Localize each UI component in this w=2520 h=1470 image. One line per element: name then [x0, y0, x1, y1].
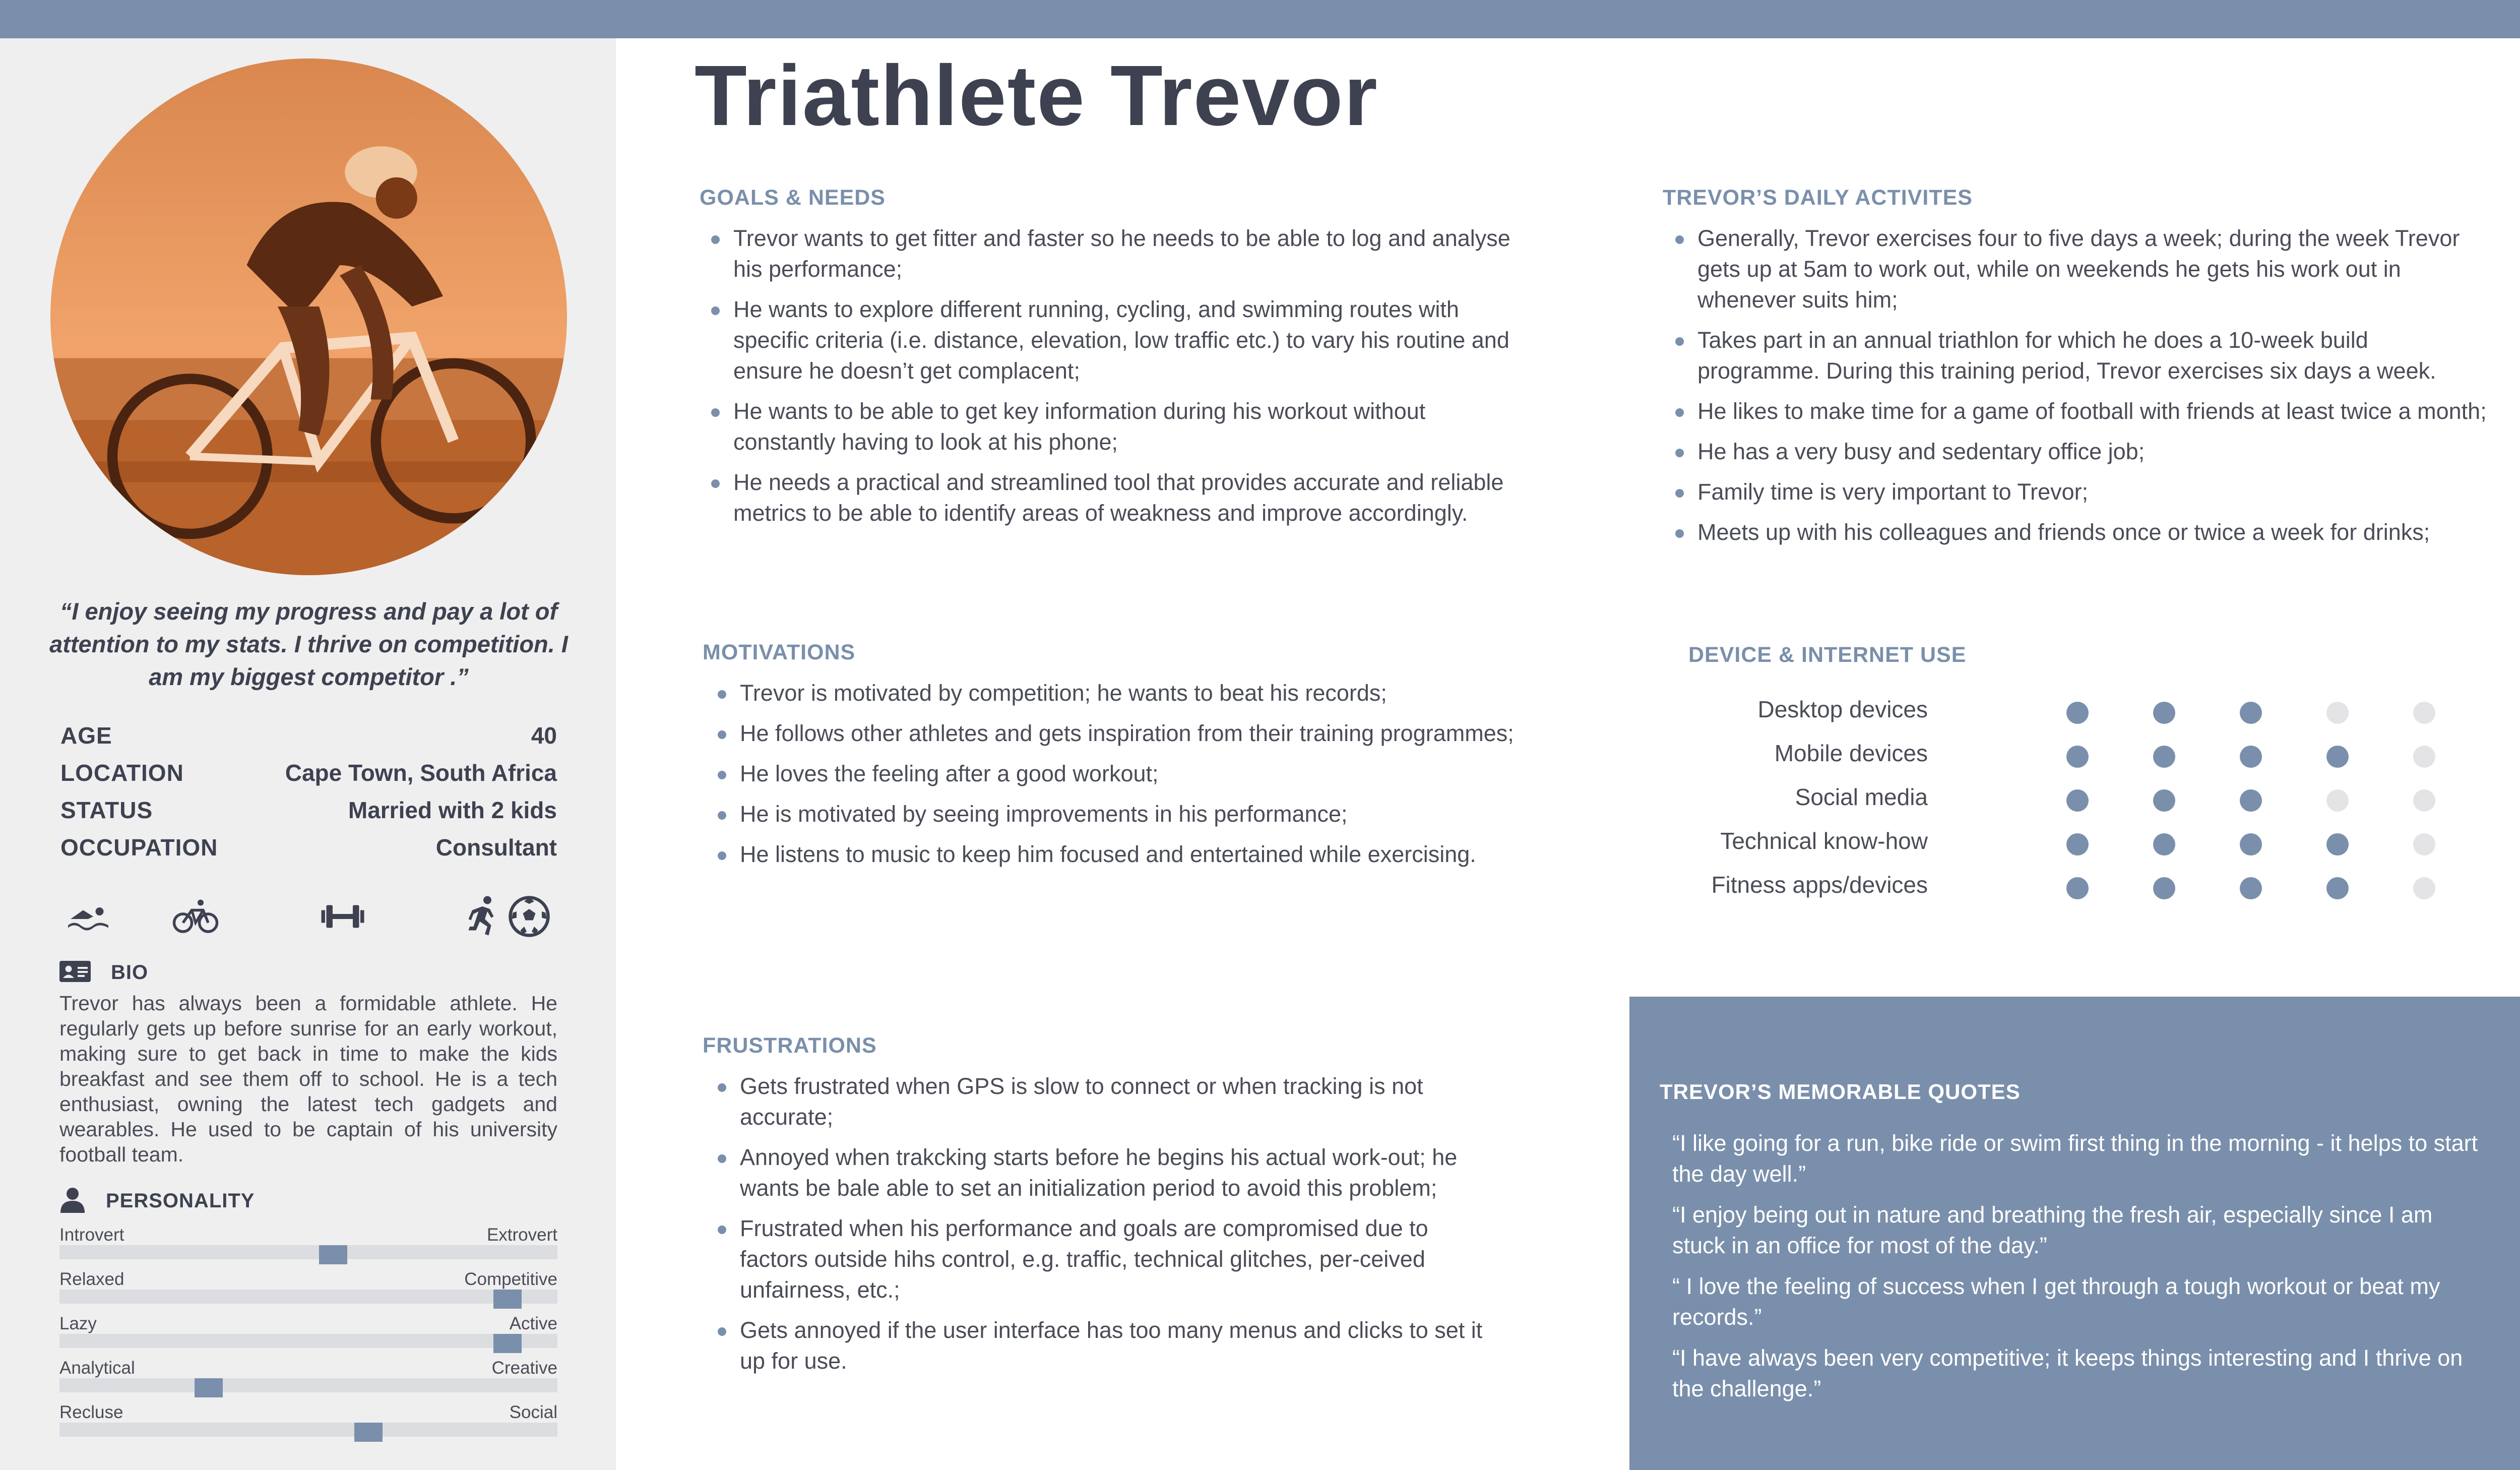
device-label: Technical know-how: [1720, 828, 1928, 854]
info-row-occupation: [60, 834, 557, 871]
quote-item: “I have always been very competitive; it keeps things interesting and I thrive on the challenge.”: [1672, 1345, 2463, 1401]
list-item: He wants to explore different running, cycling, and swimming routes with specific criteria (i.e. distance, elevation, low traffic etc.) to vary his routine and ensure he doesn’t get complacent;: [704, 294, 1510, 386]
list-item: Family time is very important to Trevor;: [1668, 476, 2495, 507]
motivations-list: [711, 678, 1517, 879]
list-item: Trevor is motivated by competition; he wants to beat his records;: [711, 678, 1517, 708]
rating-dot-filled: [2326, 877, 2349, 899]
list-item: He wants to be able to get key information during his workout without constantly having to look at his phone;: [704, 396, 1510, 457]
rating-dot-empty: [2413, 833, 2435, 855]
swimming-icon: [60, 891, 116, 942]
bio-header: [59, 961, 148, 985]
trait-left-label: Introvert: [59, 1225, 124, 1245]
rating-dot-empty: [2413, 746, 2435, 768]
trait-right-label: Extrovert: [486, 1225, 557, 1245]
info-value: 40: [531, 722, 557, 749]
list-item: Meets up with his colleagues and friends once or twice a week for drinks;: [1668, 517, 2495, 547]
goals-title: GOALS & NEEDS: [700, 186, 886, 210]
rating-dot-filled: [2153, 877, 2175, 899]
info-label: STATUS: [60, 797, 153, 823]
list-item: Frustrated when his performance and goals are compromised due to factors outside hihs control, e.g. traffic, technical glitches, per-ceived unfairness, etc.;: [711, 1213, 1502, 1305]
personality-slider: [59, 1269, 557, 1314]
list-item: Annoyed when trakcking starts before he begins his actual work-out; he wants be bale able to set an initialization period to avoid this problem;: [711, 1142, 1502, 1203]
quote-item: “ I love the feeling of success when I get through a tough workout or beat my records.”: [1672, 1273, 2440, 1330]
list-item: He loves the feeling after a good workout;: [711, 758, 1517, 789]
rating-dot-filled: [2240, 702, 2262, 724]
rating-dot-filled: [2240, 789, 2262, 812]
quotes-title: TREVOR’S MEMORABLE QUOTES: [1660, 1080, 2021, 1104]
personality-slider: [59, 1402, 557, 1447]
rating-dot-empty: [2326, 702, 2349, 724]
activity-icons: [60, 891, 557, 942]
frustrations-list: [711, 1071, 1502, 1386]
info-row-location: [60, 759, 557, 797]
rating-dot-filled: [2326, 746, 2349, 768]
device-label: Fitness apps/devices: [1711, 872, 1928, 898]
personality-title: PERSONALITY: [106, 1190, 255, 1212]
rating-dot-filled: [2326, 833, 2349, 855]
rating-dot-empty: [2413, 702, 2435, 724]
rating-dot-filled: [2240, 877, 2262, 899]
slider-track: [59, 1423, 557, 1437]
rating-dot-filled: [2153, 702, 2175, 724]
device-use-title: DEVICE & INTERNET USE: [1688, 643, 1967, 667]
device-use-ratings: [1663, 696, 2470, 915]
info-value: Consultant: [435, 834, 557, 861]
device-label: Desktop devices: [1757, 696, 1928, 722]
frustrations-title: FRUSTRATIONS: [703, 1033, 877, 1058]
daily-activities-title: TREVOR’S DAILY ACTIVITES: [1663, 186, 1973, 210]
device-row: [1663, 871, 2470, 915]
football-icon: [501, 891, 557, 942]
rating-dot-filled: [2240, 833, 2262, 855]
slider-track: [59, 1334, 557, 1348]
device-row: [1663, 783, 2470, 827]
trait-right-label: Competitive: [464, 1269, 557, 1289]
device-row: [1663, 696, 2470, 740]
rating-dot-filled: [2066, 746, 2089, 768]
device-label: Mobile devices: [1774, 740, 1928, 766]
rating-dot-filled: [2066, 702, 2089, 724]
user-icon: [59, 1187, 86, 1215]
trait-right-label: Active: [509, 1314, 557, 1333]
list-item: He needs a practical and streamlined tool that provides accurate and reliable metrics to be able to identify areas of weakness and improve accordingly.: [704, 467, 1510, 528]
rating-dot-empty: [2413, 789, 2435, 812]
persona-quote: “I enjoy seeing my progress and pay a lot of attention to my stats. I thrive on competition. I am my biggest competitor .”: [49, 598, 568, 690]
trait-left-label: Recluse: [59, 1402, 123, 1422]
rating-dot-empty: [2413, 877, 2435, 899]
list-item: Gets annoyed if the user interface has too many menus and clicks to set it up for use.: [711, 1315, 1502, 1376]
list-item: Takes part in an annual triathlon for which he does a 10-week build programme. During this training period, Trevor exercises six days a week.: [1668, 325, 2495, 386]
quotes-list: [1672, 1128, 2489, 1414]
info-value: Married with 2 kids: [348, 797, 557, 823]
slider-knob: [195, 1378, 223, 1397]
trait-right-label: Creative: [491, 1358, 557, 1378]
goals-list: [704, 223, 1510, 538]
list-item: He likes to make time for a game of football with friends at least twice a month;: [1668, 396, 2495, 426]
slider-track: [59, 1245, 557, 1259]
info-label: OCCUPATION: [60, 834, 218, 861]
device-row: [1663, 827, 2470, 871]
slider-knob: [493, 1290, 522, 1309]
dumbbell-icon: [315, 891, 370, 942]
persona-info: [60, 722, 557, 871]
list-item: He follows other athletes and gets inspiration from their training programmes;: [711, 718, 1517, 749]
rating-dot-filled: [2240, 746, 2262, 768]
list-item: Generally, Trevor exercises four to five days a week; during the week Trevor gets up at 5am to work out, while on weekends he gets his work out in whenever suits him;: [1668, 223, 2495, 315]
daily-activities-list: [1668, 223, 2495, 557]
personality-slider: [59, 1358, 557, 1402]
trait-left-label: Analytical: [59, 1358, 135, 1378]
list-item: Gets frustrated when GPS is slow to connect or when tracking is not accurate;: [711, 1071, 1502, 1132]
personality-slider: [59, 1314, 557, 1358]
trait-left-label: Lazy: [59, 1314, 97, 1333]
info-label: LOCATION: [60, 760, 184, 786]
id-card-icon: [59, 961, 91, 985]
rating-dot-filled: [2066, 789, 2089, 812]
quote-item: “I like going for a run, bike ride or swim first thing in the morning - it helps to start the day well.”: [1672, 1130, 2478, 1187]
motivations-title: MOTIVATIONS: [703, 640, 856, 664]
bio-text: Trevor has always been a formidable athlete. He regularly gets up before sunrise for an early workout, making sure to get back in time to make the kids breakfast and see them off to school. He is a tech enthusiast, owning the latest tech gadgets and wearables. He used to be captain of his university football team.: [59, 992, 557, 1166]
info-row-status: [60, 797, 557, 834]
personality-slider: [59, 1225, 557, 1269]
page-title: Triathlete Trevor: [695, 48, 1378, 144]
list-item: He listens to music to keep him focused and entertained while exercising.: [711, 839, 1517, 870]
bio-title: BIO: [111, 961, 149, 984]
trait-left-label: Relaxed: [59, 1269, 124, 1289]
persona-photo: [50, 58, 567, 575]
list-item: He has a very busy and sedentary office job;: [1668, 436, 2495, 467]
personality-header: [59, 1187, 255, 1215]
memorable-quotes-panel: [1629, 997, 2520, 1470]
info-row-age: [60, 722, 557, 759]
slider-knob: [319, 1245, 347, 1264]
rating-dot-filled: [2153, 833, 2175, 855]
rating-dot-filled: [2153, 789, 2175, 812]
list-item: He is motivated by seeing improvements in his performance;: [711, 799, 1517, 829]
rating-dot-filled: [2066, 877, 2089, 899]
rating-dot-empty: [2326, 789, 2349, 812]
rating-dot-filled: [2153, 746, 2175, 768]
list-item: Trevor wants to get fitter and faster so he needs to be able to log and analyse his performance;: [704, 223, 1510, 284]
device-label: Social media: [1795, 784, 1928, 810]
quote-item: “I enjoy being out in nature and breathing the fresh air, especially since I am stuck in an office for most of the day.”: [1672, 1202, 2433, 1258]
bicycle-icon: [168, 891, 223, 942]
slider-knob: [493, 1334, 522, 1353]
info-value: Cape Town, South Africa: [285, 760, 557, 786]
rating-dot-filled: [2066, 833, 2089, 855]
trait-right-label: Social: [509, 1402, 557, 1422]
info-label: AGE: [60, 722, 112, 749]
device-row: [1663, 740, 2470, 783]
top-bar: [0, 0, 2520, 38]
slider-knob: [354, 1423, 383, 1442]
slider-track: [59, 1378, 557, 1392]
personality-sliders: [59, 1225, 557, 1447]
slider-track: [59, 1290, 557, 1304]
